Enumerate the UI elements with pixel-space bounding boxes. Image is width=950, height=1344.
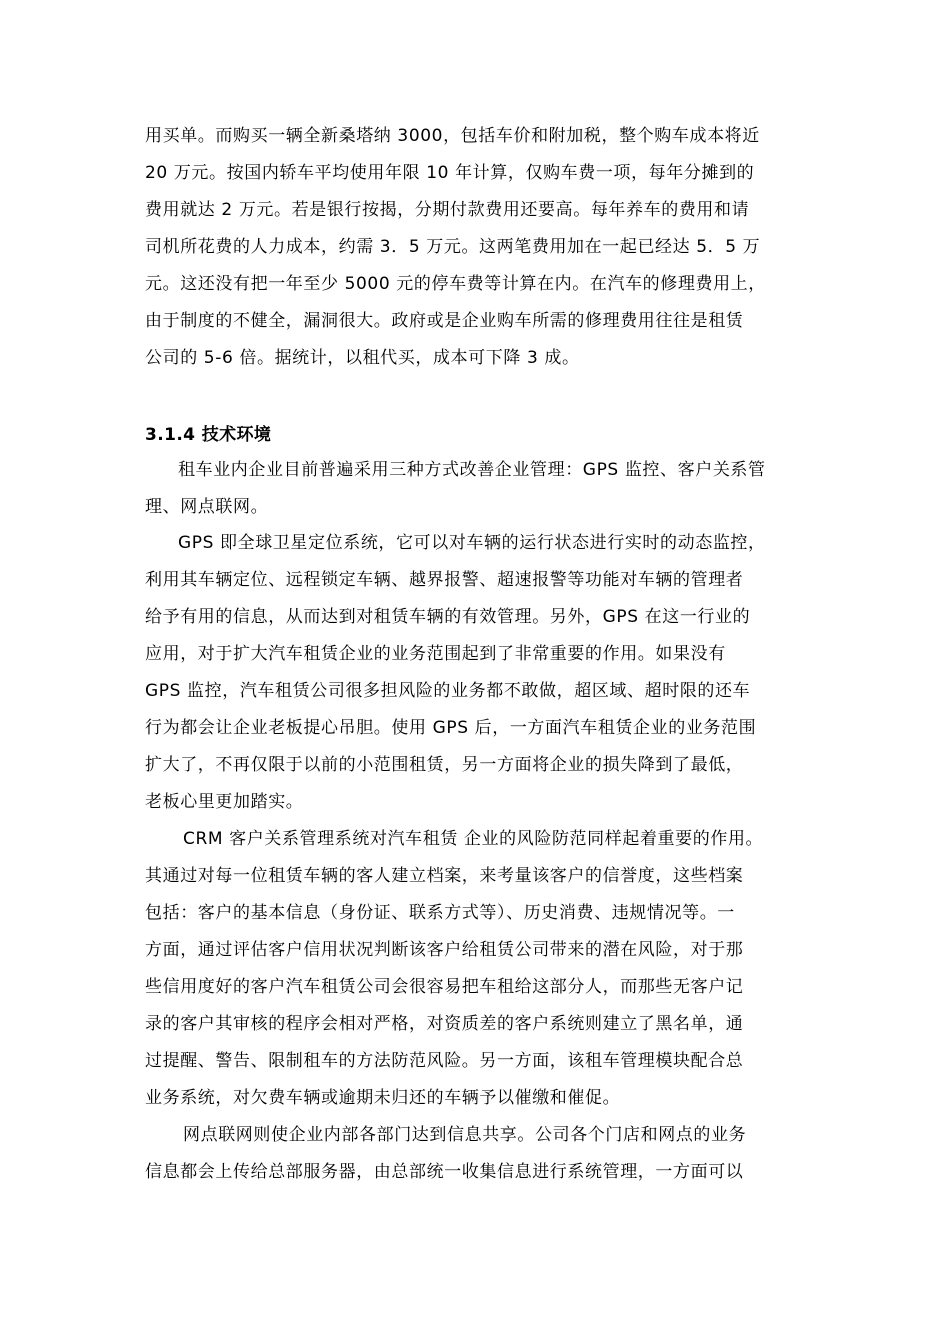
text-line: 业务系统，对欠费车辆或逾期未归还的车辆予以催缴和催促。 (145, 1088, 621, 1108)
text-line: 其通过对每一位租赁车辆的客人建立档案，来考量该客户的信誉度，这些档案 (145, 866, 744, 886)
text-line: 元。这还没有把一年至少 5000 元的停车费等计算在内。在汽车的修理费用上， (145, 274, 766, 294)
text-line: 由于制度的不健全，漏洞很大。政府或是企业购车所需的修理费用往往是租赁 (145, 311, 744, 331)
text-line: 行为都会让企业老板提心吊胆。使用 GPS 后，一方面汽车租赁企业的业务范围 (145, 718, 757, 738)
text-line: 用买单。而购买一辆全新桑塔纳 3000，包括车价和附加税，整个购车成本将近 (145, 126, 760, 146)
text-line: 应用，对于扩大汽车租赁企业的业务范围起到了非常重要的作用。如果没有 (145, 644, 726, 664)
text-line: 信息都会上传给总部服务器，由总部统一收集信息进行系统管理，一方面可以 (145, 1162, 744, 1182)
text-line: 司机所花费的人力成本，约需 3．5 万元。这两笔费用加在一起已经达 5．5 万 (145, 237, 761, 257)
text-line: 理、网点联网。 (145, 497, 269, 517)
section-heading: 3.1.4 技术环境 (145, 425, 272, 445)
text-line: 些信用度好的客户汽车租赁公司会很容易把车租给这部分人，而那些无客户记 (145, 977, 744, 997)
text-line: 录的客户其审核的程序会相对严格，对资质差的客户系统则建立了黑名单，通 (145, 1014, 744, 1034)
text-line: 租车业内企业目前普遍采用三种方式改善企业管理：GPS 监控、客户关系管 (178, 460, 766, 480)
text-line: 公司的 5-6 倍。据统计，以租代买，成本可下降 3 成。 (145, 348, 580, 368)
text-line: GPS 监控，汽车租赁公司很多担风险的业务都不敢做，超区域、超时限的还车 (145, 681, 751, 701)
text-line: 网点联网则使企业内部各部门达到信息共享。公司各个门店和网点的业务 (183, 1125, 747, 1145)
text-line: 扩大了，不再仅限于以前的小范围租赁，另一方面将企业的损失降到了最低， (145, 755, 744, 775)
text-line: 费用就达 2 万元。若是银行按揭，分期付款费用还要高。每年养车的费用和请 (145, 200, 750, 220)
text-line: 20 万元。按国内轿车平均使用年限 10 年计算，仅购车费一项，每年分摊到的 (145, 163, 755, 183)
text-line: GPS 即全球卫星定位系统，它可以对车辆的运行状态进行实时的动态监控， (178, 533, 766, 553)
text-line: 老板心里更加踏实。 (145, 792, 304, 812)
text-line: 包括：客户的基本信息（身份证、联系方式等）、历史消费、违规情况等。一 (145, 903, 735, 923)
text-line: 利用其车辆定位、远程锁定车辆、越界报警、超速报警等功能对车辆的管理者 (145, 570, 744, 590)
text-line: 给予有用的信息，从而达到对租赁车辆的有效管理。另外，GPS 在这一行业的 (145, 607, 751, 627)
text-line: 方面，通过评估客户信用状况判断该客户给租赁公司带来的潜在风险，对于那 (145, 940, 744, 960)
text-line: 过提醒、警告、限制租车的方法防范风险。另一方面，该租车管理模块配合总 (145, 1051, 744, 1071)
text-line: CRM 客户关系管理系统对汽车租赁 企业的风险防范同样起着重要的作用。 (183, 829, 764, 849)
